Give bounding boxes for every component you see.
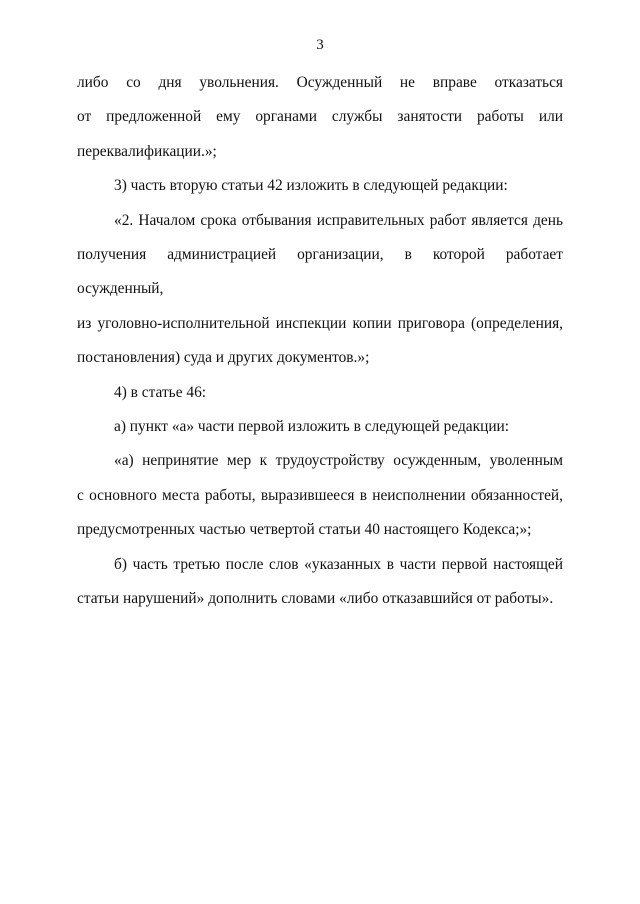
text-line: предусмотренных частью четвертой статьи 40 настоящего Кодекса;»; xyxy=(77,521,532,539)
text-line: либо со дня увольнения. Осужденный не вправе отказаться xyxy=(77,74,563,91)
text-line: «2. Началом срока отбывания исправительных работ является день xyxy=(114,211,563,229)
paragraph-subitem-a: а) пункт «а» части первой изложить в следующей редакции: xyxy=(114,418,510,436)
paragraph-continuation xyxy=(77,66,563,169)
text-line: с основного места работы, выразившееся в неисполнении обязанностей, xyxy=(77,486,563,504)
text-line: постановления) суда и других документов.»; xyxy=(77,349,370,367)
paragraph-amendment-3: 3) часть вторую статьи 42 изложить в следующей редакции: xyxy=(114,177,508,195)
text-line: из уголовно-исполнительной инспекции копии приговора (определения, xyxy=(77,314,563,332)
paragraph-subitem-b xyxy=(77,548,563,617)
text-line: от предложенной ему органами службы занятости работы или xyxy=(77,108,563,126)
page-number: 3 xyxy=(316,37,324,53)
text-line: б) часть третью после слов «указанных в части первой настоящей xyxy=(114,555,563,573)
document-body xyxy=(77,66,563,617)
text-line: статьи нарушений» дополнить словами «либо отказавшийся от работы». xyxy=(77,590,554,608)
text-line: переквалификации.»; xyxy=(77,142,217,160)
text-line: получения администрацией организации, в которой работает осужденный, xyxy=(77,246,563,298)
paragraph-point-a-text xyxy=(77,444,563,547)
text-line: «а) непринятие мер к трудоустройству осужденным, уволенным xyxy=(114,452,563,470)
paragraph-article-42-text xyxy=(77,204,563,376)
paragraph-amendment-4: 4) в статье 46: xyxy=(114,383,207,401)
